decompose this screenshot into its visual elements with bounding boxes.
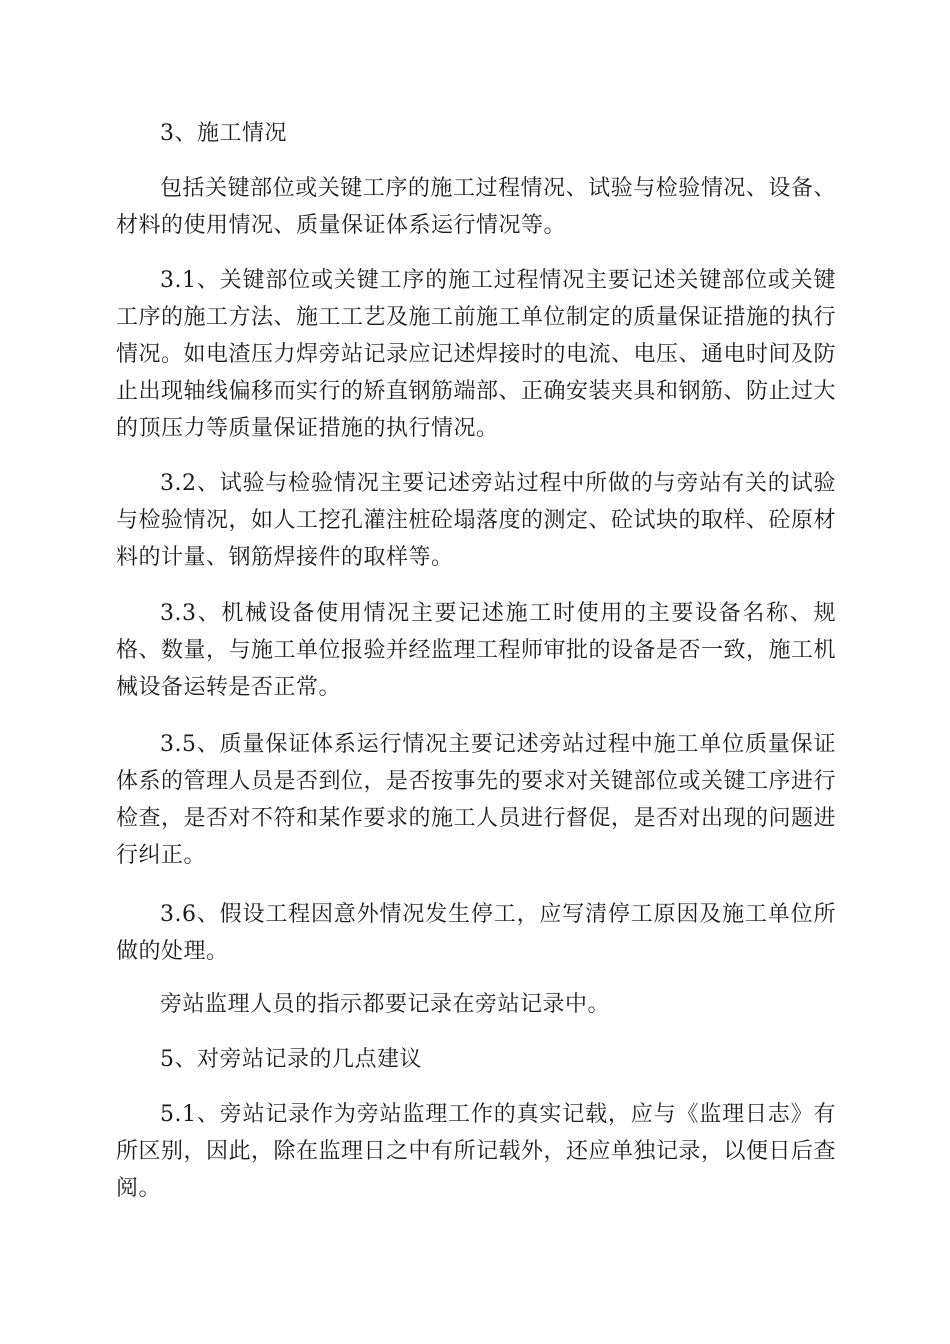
paragraph-overview: 包括关键部位或关键工序的施工过程情况、试验与检验情况、设备、材料的使用情况、质量保证体系运行情况等。 — [116, 176, 836, 238]
paragraph-3-3: 3.3、机械设备使用情况主要记述施工时使用的主要设备名称、规格、数量，与施工单位报验并经监理工程师审批的设备是否一致，施工机械设备运转是否正常。 — [116, 601, 837, 700]
section-heading-suggestions: 5、对旁站记录的几点建议 — [160, 1047, 422, 1072]
paragraph-5-1: 5.1、旁站记录作为旁站监理工作的真实记载，应与《监理日志》有所区别，因此，除在监理日之中有所记载外，还应单独记录，以便日后查阅。 — [116, 1102, 837, 1201]
paragraph-3-5: 3.5、质量保证体系运行情况主要记述旁站过程中施工单位质量保证体系的管理人员是否到位，是否按事先的要求对关键部位或关键工序进行检查，是否对不符和某作要求的施工人员进行督促，是否对出现的问题进行纠正。 — [116, 732, 837, 868]
section-heading-construction: 3、施工情况 — [160, 121, 287, 146]
paragraph-3-2: 3.2、试验与检验情况主要记述旁站过程中所做的与旁站有关的试验与检验情况，如人工挖孔灌注桩砼塌落度的测定、砼试块的取样、砼原材料的计量、钢筋焊接件的取样等。 — [116, 471, 837, 570]
paragraph-3-6: 3.6、假设工程因意外情况发生停工，应写清停工原因及施工单位所做的处理。 — [116, 902, 836, 964]
paragraph-3-1: 3.1、关键部位或关键工序的施工过程情况主要记述关键部位或关键工序的施工方法、施工工艺及施工前施工单位制定的质量保证措施的执行情况。如电渣压力焊旁站记录应记述焊接时的电流、电压、通电时间及防止出现轴线偏移而实行的矫直钢筋端部、正确安装夹具和钢筋、防止过大的顶压力等质量保证措施的执行情况。 — [116, 268, 837, 441]
paragraph-instructions: 旁站监理人员的指示都要记录在旁站记录中。 — [160, 992, 611, 1017]
